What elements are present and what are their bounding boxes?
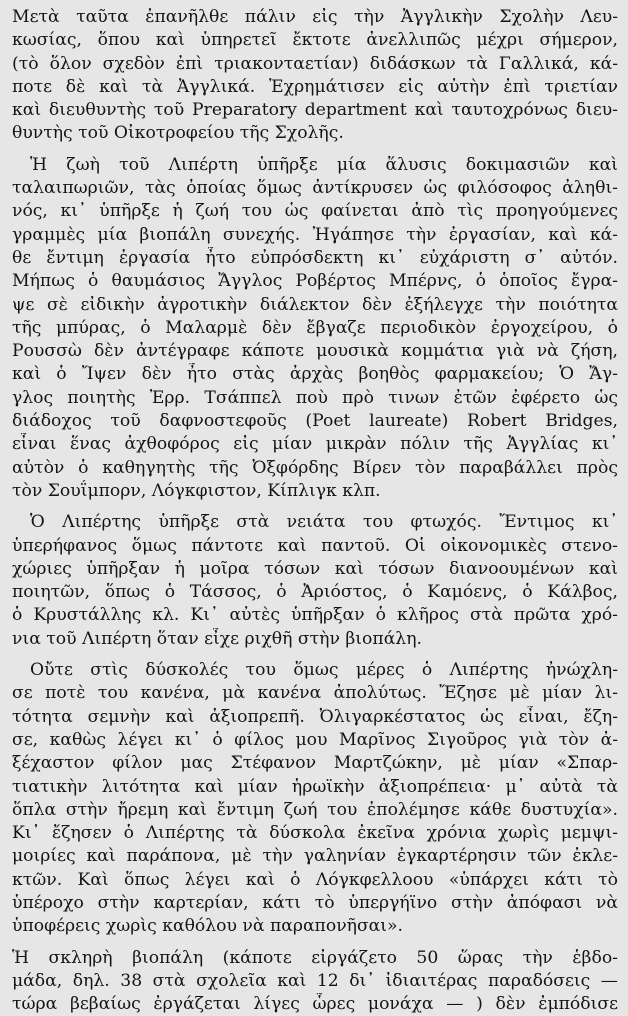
text-line: νός, κι᾽ ὑπῆρξε ἡ ζωή του ὡς φαίνεται ἀπὸ τὶς προηγούμενες: [12, 201, 618, 222]
text-line: Μετὰ ταῦτα ἐπανῆλθε πάλιν εἰς τὴν Ἀγγλικὴν Σχολὴν Λευ-: [12, 7, 618, 27]
text-line: τιατικὴν λιτότητα καὶ μίαν ἡρωϊκὴν ἀξιοπρέπεια· μ᾽ αὐτὰ τὰ: [12, 776, 618, 797]
text-line: καὶ διευθυντὴς τοῦ Preparatory department καὶ ταυτοχρόνως διευ-: [12, 100, 618, 121]
text-line: σε ποτὲ του κανένα, μὰ κανένα ἀπολύτως. Ἔζησε μὲ μίαν λι-: [12, 683, 618, 704]
text-line: γλος ποιητὴς Ἐρρ. Τσάππελ ποὺ πρὸ τινων ἐτῶν ἐφέρετο ὡς: [12, 387, 618, 408]
paragraph-3: [12, 511, 618, 651]
text-line: Ρουσσὼ δὲν ἀντέγραφε κάποτε μουσικὰ κομμάτια γιὰ νὰ ζήση,: [12, 341, 618, 362]
text-line: καὶ ὁ Ἴψεν δὲν ἦτο στὰς ἀρχὰς βοηθὸς φαρμακείου; Ὁ Ἄγ-: [12, 364, 618, 385]
text-line: ποιητῶν, ὅπως ὁ Τάσσος, ὁ Ἀριόστος, ὁ Καμόενς, ὁ Κάλβος,: [12, 582, 618, 603]
text-line: ποτε δὲ καὶ τὰ Ἀγγλικά. Ἐχρημάτισεν εἰς αὐτὴν ἐπὶ τριετίαν: [12, 76, 618, 97]
text-line: θυντὴς τοῦ Οἰκοτροφείου τῆς Σχολῆς.: [12, 123, 344, 144]
text-line: Ἡ ζωὴ τοῦ Λιπέρτη ὑπῆρξε μία ἅλυσις δοκιμασιῶν καὶ: [30, 154, 618, 175]
paragraph-2: [12, 154, 618, 503]
text-line: τῆς μπύρας, ὁ Μαλαρμὲ δὲν ἔβγαζε περιοδικὸν ἐργοχείρου, ὁ: [12, 317, 618, 338]
text-line: σε, καθὼς λέγει κι᾽ ὁ φίλος μου Μαρῖνος Σιγοῦρος γιὰ τὸν ἀ-: [12, 729, 618, 750]
text-line: (τὸ ὅλον σχεδὸν ἐπὶ τριακονταετίαν) διδάσκων τὰ Γαλλικά, κά-: [12, 53, 618, 74]
text-line: τὸν Σουΐμπορν, Λόγκφιστον, Κίπλιγκ κλπ.: [12, 480, 381, 501]
text-line: ψε σὲ εἰδικὴν ἀγροτικὴν διάλεκτον δὲν ἐξήλεγχε τὴν ποιότητα: [12, 294, 618, 315]
text-line: ξέχαστον φίλον μας Στέφανον Μαρτζώκην, μὲ μίαν «Σπαρ-: [12, 753, 618, 774]
text-line: τότητα σεμνὴν καὶ ἀξιοπρεπῆ. Ὀλιγαρκέστατος ὡς εἶναι, ἔζη-: [12, 706, 618, 727]
text-line: ὑπερήφανος ὅμως πάντοτε καὶ παντοῦ. Οἱ οἰκονομικὲς στενο-: [12, 535, 618, 556]
text-line: Κι᾽ ἔζησεν ὁ Λιπέρτης τὰ δύσκολα ἐκεῖνα χρόνια χωρὶς μεμψι-: [12, 823, 618, 844]
text-line: γραμμὲς μία βιοπάλη συνεχής. Ἠγάπησε τὴν ἐργασίαν, καὶ κά-: [12, 224, 618, 245]
text-line: ὁ Κρυστάλλης κλ. Κι᾽ αὐτὲς ὑπῆρξαν ὁ κλῆρος στὰ πρῶτα χρό-: [12, 605, 618, 626]
paragraph-1: [12, 6, 618, 146]
text-line: εἶναι ἕνας ἀχθοφόρος εἰς μίαν μικρὰν πόλιν τῆς Ἀγγλίας κι᾽: [12, 434, 618, 455]
text-line: Ὁ Λιπέρτης ὑπῆρξε στὰ νειάτα του φτωχός. Ἔντιμος κι᾽: [30, 512, 618, 533]
text-line: Μήπως ὁ θαυμάσιος Ἄγγλος Ροβέρτος Μπέρνς, ὁ ὁποῖος ἔγρα-: [12, 271, 618, 292]
text-line: ὑποφέρεις χωρὶς καθόλου νὰ παραπονῆσαι».: [12, 916, 404, 937]
text-line: Οὔτε στὶς δύσκολές του ὅμως μέρες ὁ Λιπέρτης ἠνώχλη-: [30, 660, 618, 681]
text-line: αὐτὸν ὁ καθηγητὴς τῆς Ὀξφόρδης Βίρεν τὸν παραβάλλει πρὸς: [12, 457, 618, 478]
text-line: ταλαιπωριῶν, τὰς ὁποίας ὅμως ἀντίκρυσεν ὡς φιλόσοφος ἀληθι-: [12, 178, 618, 199]
text-line: νια τοῦ Λιπέρτη ὅταν εἶχε ριχθῆ στὴν βιοπάλη.: [12, 628, 422, 649]
text-line: μοιρίες καὶ παράπονα, μὲ τὴν γαληνίαν ἐγκαρτέρησιν τῶν ἐκλε-: [12, 846, 618, 867]
text-line: θε ἔντιμη ἐργασία ἦτο εὐπρόσδεκτη κι᾽ εὐχάριστη σ᾽ αὐτόν.: [12, 247, 618, 268]
text-line: μάδα, δηλ. 38 στὰ σχολεῖα καὶ 12 δι᾽ ἰδιαιτέρας παραδόσεις —: [12, 970, 618, 991]
text-line: κωσίας, ὅπου καὶ ὑπηρετεῖ ἔκτοτε ἀνελλιπῶς μέχρι σήμερον,: [12, 30, 618, 51]
text-line: τώρα βεβαίως ἐργάζεται λίγες ὧρες μονάχα — ) δὲν ἐμπόδισε: [12, 994, 618, 1015]
text-line: ὅπλα στὴν ἤρεμη καὶ ἔντιμη ζωή του ἐπολέμησε κάθε δυστυχία».: [12, 799, 618, 820]
text-line: ὑπέροχο στὴν καρτερίαν, κάτι τὸ ὑπεργήϊνο στὴν ἀπόφασι νὰ: [12, 892, 618, 913]
text-line: χώριες ὑπῆρξαν ἡ μοῖρα τόσων καὶ τόσων διανοουμένων καὶ: [12, 558, 618, 579]
text-line: Ἡ σκληρὴ βιοπάλη (κάποτε εἰργάζετο 50 ὥρας τὴν ἑβδο-: [12, 947, 618, 968]
text-line: διάδοχος τοῦ δαφνοστεφοῦς (Poet laureate) Robert Bridges,: [12, 411, 618, 432]
paragraph-5: [12, 947, 618, 1016]
paragraph-4: [12, 659, 618, 939]
text-line: κτῶν. Καὶ ὅπως λέγει καὶ ὁ Λόγκφελλοου «ὑπάρχει κάτι τὸ: [12, 869, 618, 890]
